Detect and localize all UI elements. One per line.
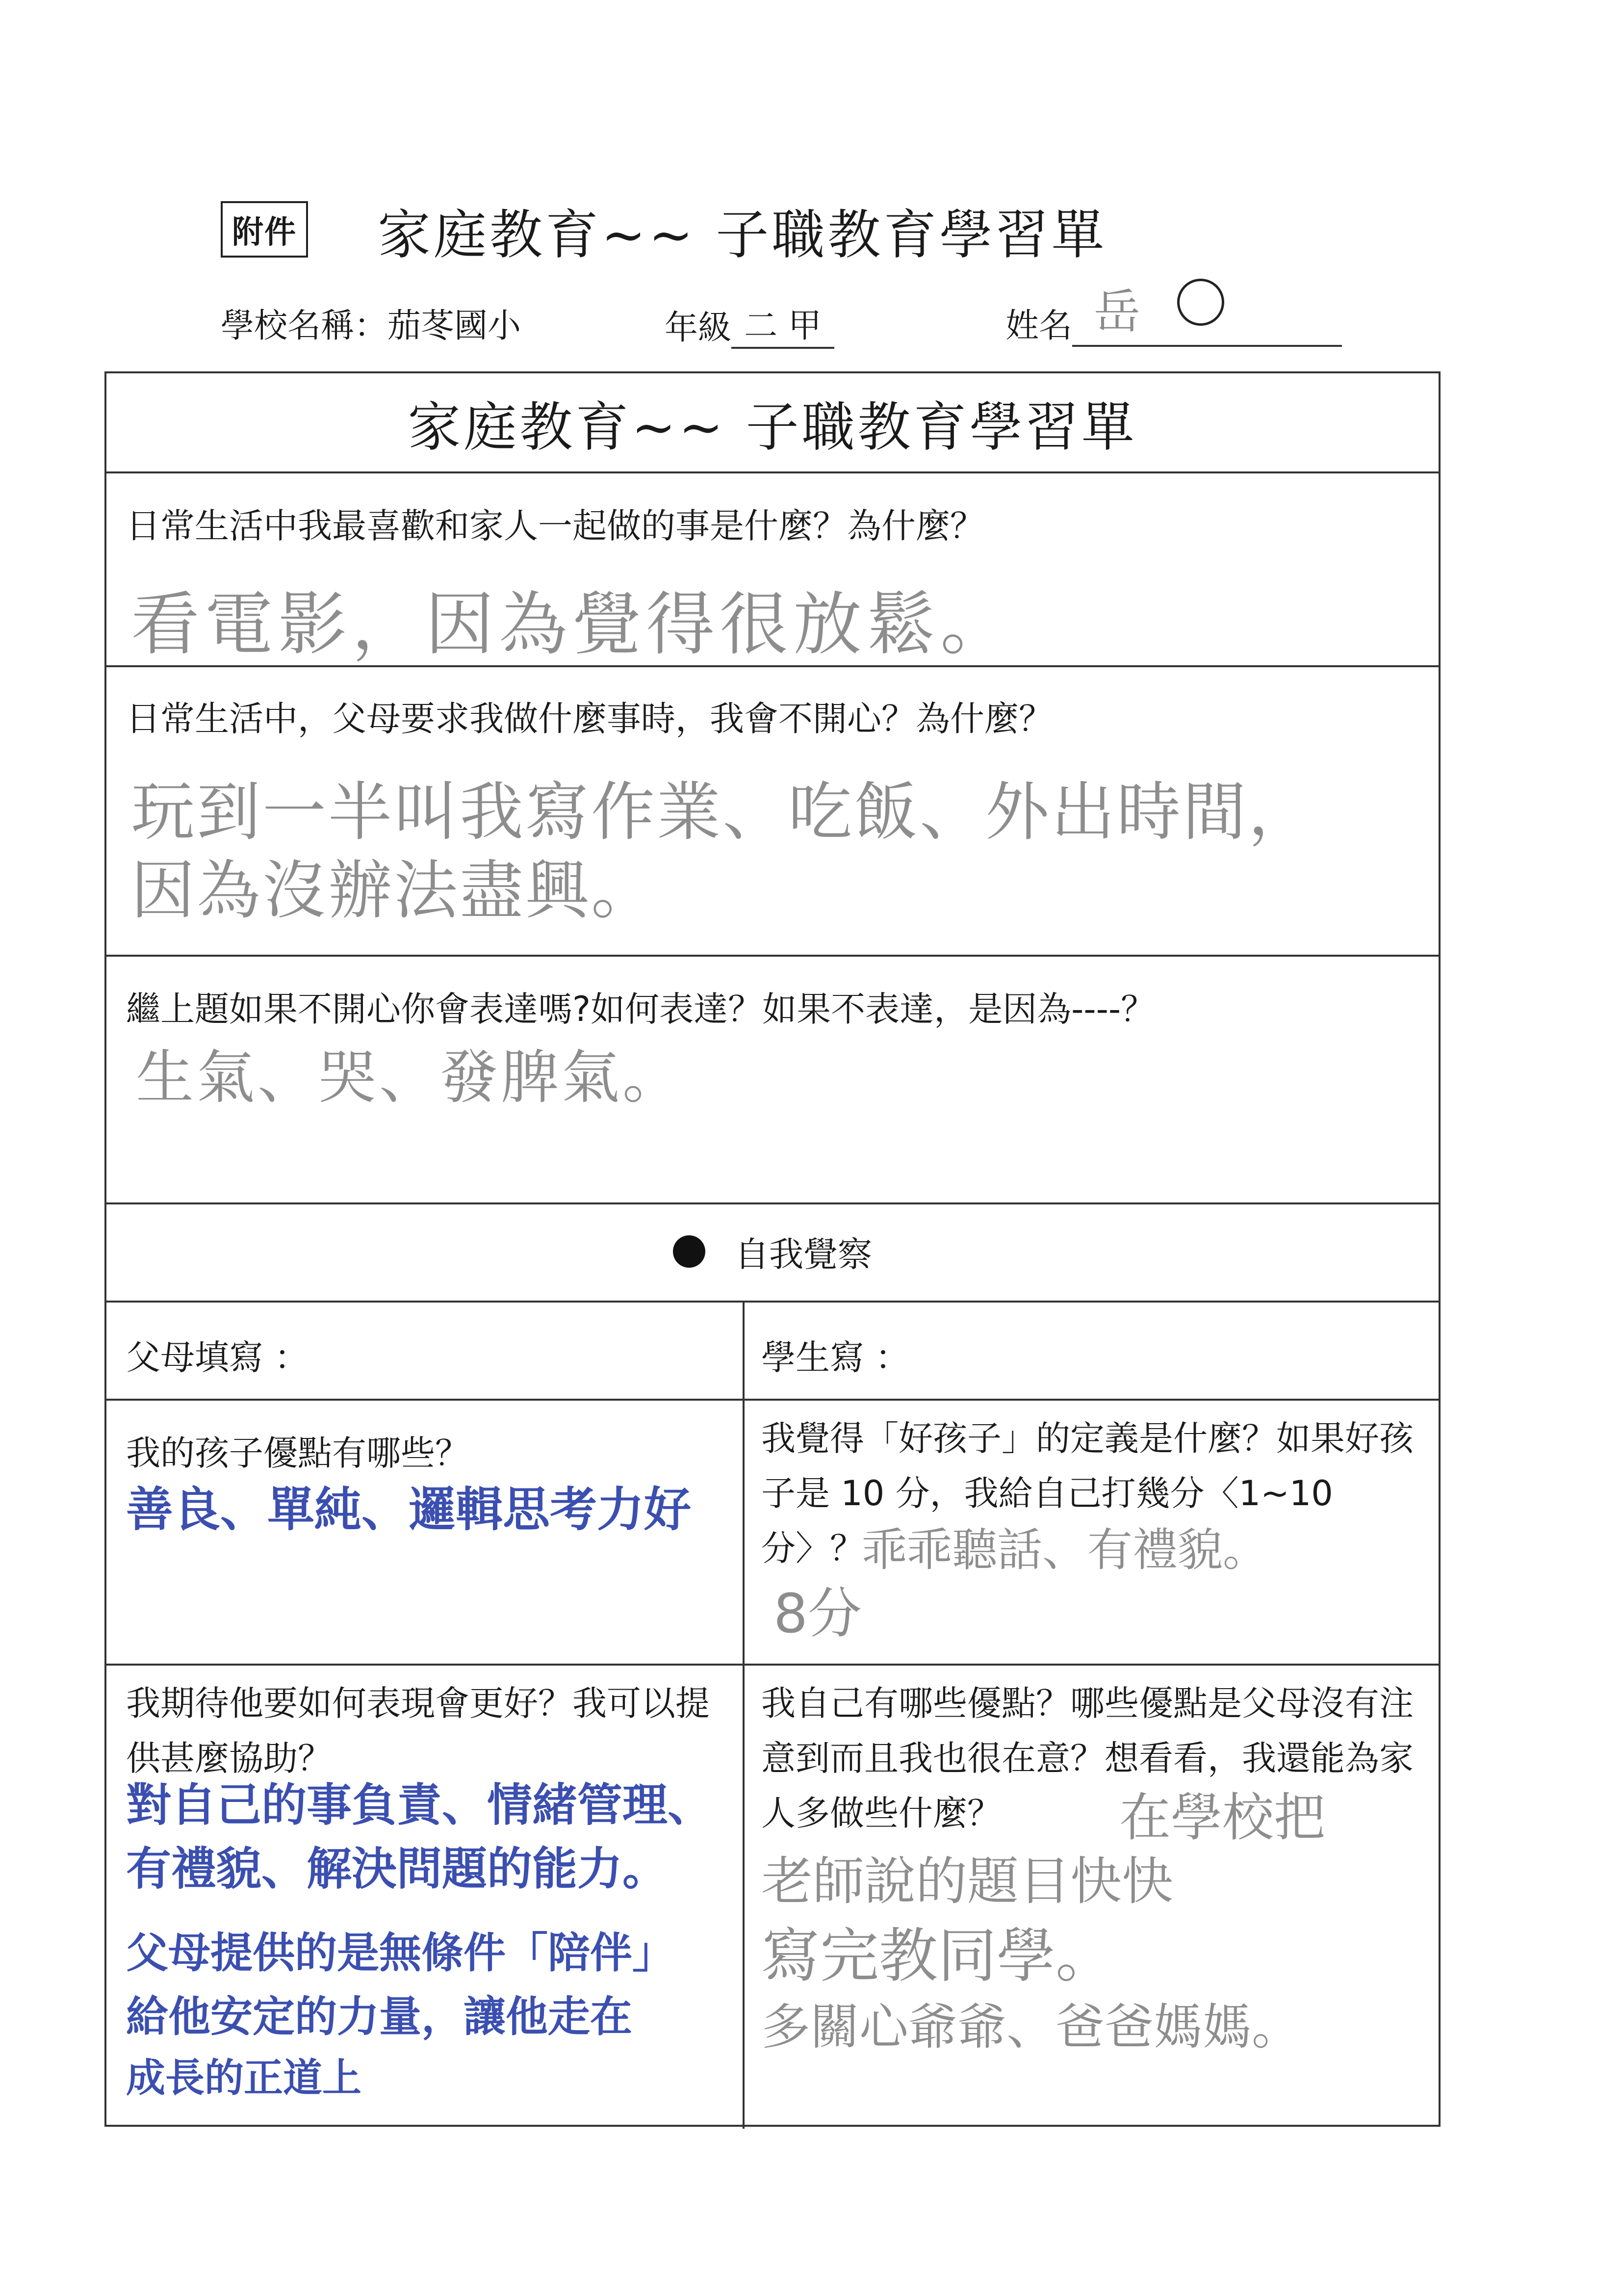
row-divider	[106, 1664, 1439, 1666]
worksheet-table	[104, 371, 1441, 2127]
document-title: 家庭教育~~ 子職教育學習單	[378, 205, 1107, 266]
question-1-answer: 看電影，因為覺得很放鬆。	[131, 585, 1014, 665]
self-awareness-section-title	[106, 1202, 1439, 1301]
handwritten-name: 岳	[1094, 285, 1141, 339]
student-question-1-answer-line-2: 8分	[773, 1582, 862, 1645]
student-question-2-answer-line-2: 老師說的題目快快	[761, 1852, 1174, 1911]
parent-question-2-answer-line-4: 給他安定的力量，讓他走在	[126, 1992, 632, 2041]
student-question-1-answer-line-1: 乖乖聽話、有禮貌。	[862, 1524, 1268, 1576]
student-question-1-prompt: 我覺得「好孩子」的定義是什麼？如果好孩子是 10 分，我給自己打幾分〈1~10 分〉？	[761, 1418, 1414, 1568]
question-2-answer-line-2: 因為沒辦法盡興。	[131, 853, 657, 928]
column-divider	[743, 1301, 745, 2129]
parent-question-2-answer-line-3: 父母提供的是無條件「陪伴」	[126, 1929, 674, 1978]
section-title-text: 自我覺察	[735, 1234, 872, 1275]
student-column-header: 學生寫 ：	[761, 1337, 910, 1378]
question-3-answer: 生氣、哭、發脾氣。	[136, 1044, 684, 1111]
row-divider	[106, 471, 1439, 473]
name-field	[1005, 299, 1342, 347]
table-heading: 家庭教育~~ 子職教育學習單	[408, 396, 1137, 458]
student-question-2-answer-line-3: 寫完教同學。	[761, 1922, 1114, 1990]
student-question-2-answer-line-1: 在學校把	[1119, 1788, 1326, 1848]
question-2-prompt: 日常生活中，父母要求我做什麼事時，我會不開心？為什麼？	[126, 699, 1053, 739]
parent-question-2-prompt: 我期待他要如何表現會更好？我可以提供甚麼協助？	[126, 1683, 710, 1778]
parent-question-1-answer: 善良、單純、邏輯思考力好	[126, 1482, 691, 1537]
name-label: 姓名	[1005, 307, 1073, 345]
grade-field	[665, 299, 834, 349]
row-divider	[106, 955, 1439, 957]
question-1-prompt: 日常生活中我最喜歡和家人一起做的事是什麼？為什麼？	[126, 506, 984, 546]
grade-label: 年級	[665, 309, 732, 347]
question-2-answer-line-1: 玩到一半叫我寫作業、吃飯、外出時間，	[131, 775, 1314, 849]
row-divider	[106, 1301, 1439, 1303]
parent-question-2-answer-line-2: 有禮貌、解決問題的能力。	[126, 1843, 668, 1895]
parent-question-1-prompt: 我的孩子優點有哪些？	[126, 1433, 469, 1473]
parent-column-header: 父母填寫 ：	[126, 1337, 309, 1378]
name-circle-mark	[1177, 279, 1224, 326]
parent-question-2-answer-line-5: 成長的正道上	[126, 2055, 361, 2101]
school-name: 學校名稱：茄苳國小	[221, 307, 521, 345]
question-3-prompt: 繼上題如果不開心你會表達嗎?如何表達？如果不表達，是因為----？	[126, 989, 1156, 1029]
grade-value: 二 甲	[731, 299, 834, 349]
attachment-label: 附件	[221, 201, 308, 258]
parent-question-2-answer-line-1: 對自己的事負責、情緒管理、	[126, 1779, 713, 1831]
row-divider	[106, 1399, 1439, 1401]
bullet-dot-icon	[673, 1235, 705, 1268]
student-question-2-answer-line-4: 多關心爺爺、爸爸媽媽。	[761, 1998, 1301, 2056]
student-question-2-prompt: 我自己有哪些優點？哪些優點是父母沒有注意到而且我也很在意？想看看，我還能為家人多做些什麼？	[761, 1683, 1414, 1833]
